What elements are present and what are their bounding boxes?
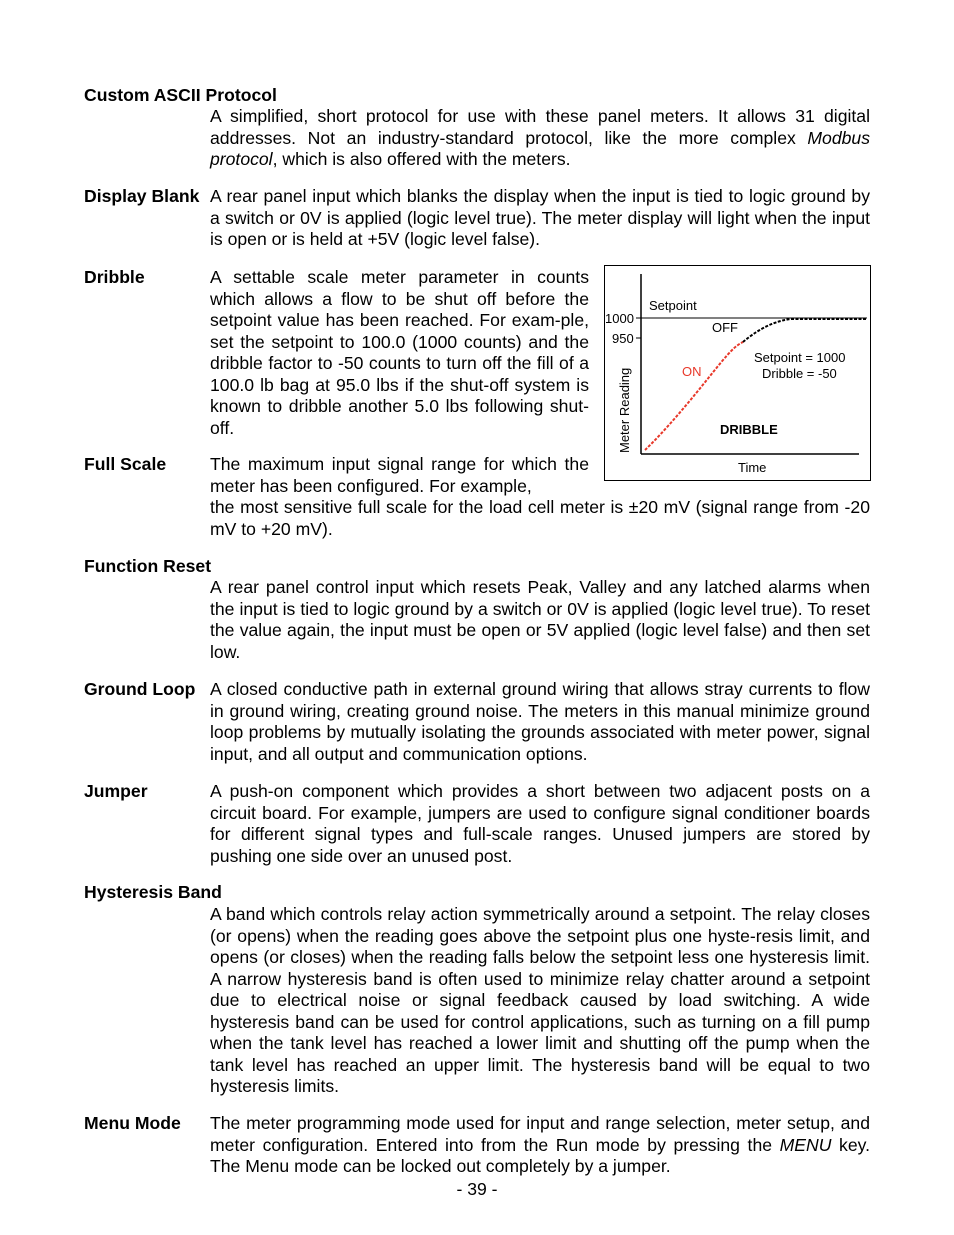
term-ground-loop: Ground Loop xyxy=(84,679,196,699)
note-setpoint: Setpoint = 1000 xyxy=(754,350,846,365)
page-number: - 39 - xyxy=(456,1179,498,1199)
def-text: A simplified, short protocol for use with these panel meters. It allows 31 digital addresses. Not an industry-standard protocol, like the more complex xyxy=(210,106,870,148)
def-dribble: A settable scale meter parameter in counts which allows a flow to be shut off before the setpoint value has been reached. For exam-ple, set the setpoint to 100.0 (1000 counts) and the dribble factor to -50 counts to turn off the fill of a 100.0 lb bag at 95.0 lbs if the shut-off system is known to dribble another 5.0 lbs following shut-off. xyxy=(210,267,589,438)
x-axis-label: Time xyxy=(738,460,767,475)
dribble-graph xyxy=(605,266,870,480)
def-jumper: A push-on component which provides a short between two adjacent posts on a circuit board. For example, jumpers are used to configure signal conditioner boards for different signal types and full-scale ranges. Unused jumpers are stored by pushing one side over an unused post. xyxy=(210,781,870,866)
term-menu-mode: Menu Mode xyxy=(84,1113,181,1133)
on-label: ON xyxy=(682,364,702,379)
note-dribble: Dribble = -50 xyxy=(762,366,837,381)
dribble-label: DRIBBLE xyxy=(720,422,778,437)
term-jumper: Jumper xyxy=(84,781,148,801)
ytick-1000: 1000 xyxy=(605,311,634,326)
def-function-reset: A rear panel control input which resets Peak, Valley and any latched alarms when the input is tied to logic ground by a switch or 0V is applied (logic level true). To reset the value again, the input must be open or 5V applied (logic level false) and then set low. xyxy=(210,577,870,662)
def-text-end: , which is also offered with the meters. xyxy=(272,149,571,169)
def-full-scale-part2: the most sensitive full scale for the load cell meter is ±20 mV (signal range from -20 mV to +20 mV). xyxy=(210,497,870,539)
def-display-blank: A rear panel input which blanks the display when the input is tied to logic ground by a switch or 0V is applied (logic level true). The meter display will light when the input is open or is held at +5V (logic level false). xyxy=(210,186,870,249)
def-ground-loop: A closed conductive path in external ground wiring that allows stray currents to flow in ground wiring, creating ground noise. The meters in this manual minimize ground loop problems by mutually isolating the grounds associated with meter power, signal input, and all output and communication options. xyxy=(210,679,870,764)
def-full-scale-part1: The maximum input signal range for which the meter has been configured. For example, xyxy=(210,454,589,496)
y-axis-label: Meter Reading xyxy=(617,367,632,453)
term-dribble: Dribble xyxy=(84,267,145,287)
term-custom-ascii-protocol: Custom ASCII Protocol xyxy=(84,85,277,105)
ytick-950: 950 xyxy=(612,331,634,346)
term-hysteresis-band: Hysteresis Band xyxy=(84,882,222,902)
term-full-scale: Full Scale xyxy=(84,454,167,474)
def-emphasis: MENU xyxy=(779,1134,832,1155)
term-display-blank: Display Blank xyxy=(84,186,200,206)
setpoint-label: Setpoint xyxy=(649,298,697,313)
off-dribble-curve xyxy=(743,319,867,342)
dribble-figure xyxy=(604,265,871,481)
def-emphasis: Modbus protocol xyxy=(210,127,870,169)
def-hysteresis-band: A band which controls relay action symmetrically around a setpoint. The relay closes (or opens) when the reading goes above the setpoint plus one hyste-resis limit, and opens (or closes) when the reading falls below the setpoint less one hysteresis limit. A narrow hysteresis band is often used to minimize relay chatter around a setpoint due to electrical noise or signal feedback caused by load switching. A wide hysteresis band can be used for control applications, such as turning on a fill pump when the tank level has reached a lower limit and shutting off the pump when the tank level has reached an upper limit. The hysteresis band will be equal to two hysteresis limits. xyxy=(210,904,870,1096)
off-label: OFF xyxy=(712,320,738,335)
def-text: The meter programming mode used for input and range selection, meter setup, and meter configuration. Entered into from the Run mode by pressing the xyxy=(210,1113,870,1155)
def-custom-ascii-protocol xyxy=(210,106,870,171)
term-function-reset: Function Reset xyxy=(84,556,212,576)
def-menu-mode xyxy=(210,1113,870,1178)
def-text-end: key. The Menu mode can be locked out completely by a jumper. xyxy=(210,1134,870,1176)
